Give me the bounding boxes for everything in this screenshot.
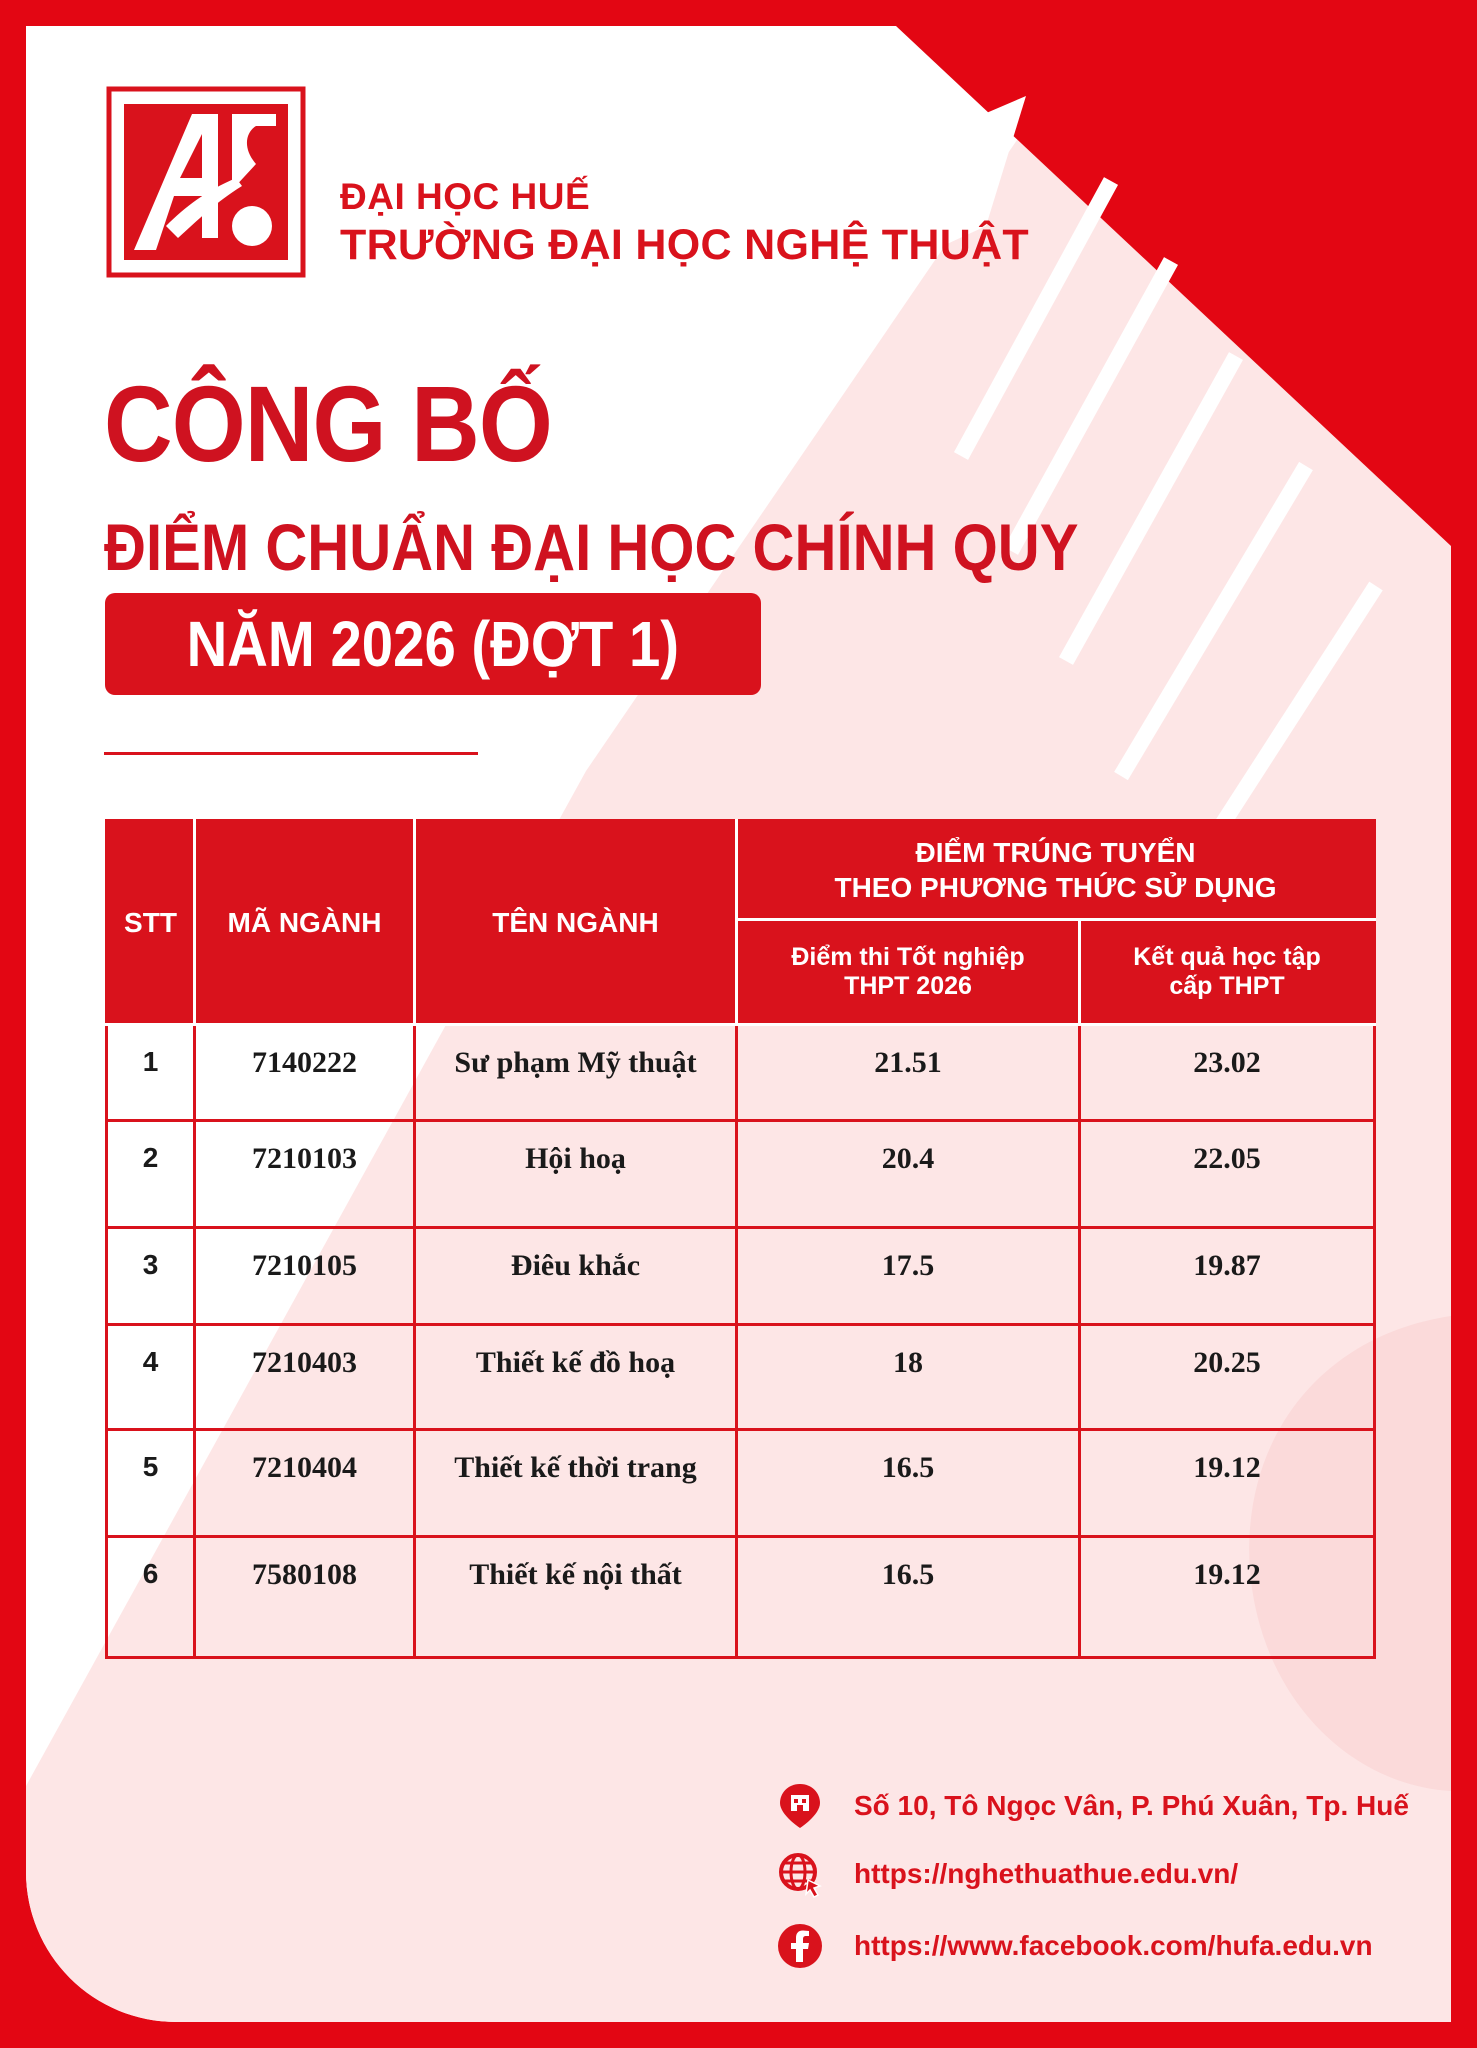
cell-name: Điêu khắc xyxy=(415,1228,737,1325)
table-row xyxy=(107,1025,1375,1121)
table-row xyxy=(107,1228,1375,1325)
cell-code: 7210103 xyxy=(195,1121,415,1228)
table-row xyxy=(107,1121,1375,1228)
contact-facebook[interactable] xyxy=(776,1922,1373,1970)
header-method-record-line1: Kết quả học tập xyxy=(1133,943,1321,971)
cell-score-record: 20.25 xyxy=(1080,1325,1375,1430)
cell-score-exam: 18 xyxy=(737,1325,1080,1430)
cell-name: Hội hoạ xyxy=(415,1121,737,1228)
cell-stt: 4 xyxy=(107,1325,195,1430)
cell-code: 7140222 xyxy=(195,1025,415,1121)
facebook-icon xyxy=(776,1922,824,1970)
cell-name: Sư phạm Mỹ thuật xyxy=(415,1025,737,1121)
page-title: CÔNG BỐ xyxy=(104,363,552,484)
globe-icon xyxy=(776,1850,824,1898)
address-text: Số 10, Tô Ngọc Vân, P. Phú Xuân, Tp. Huế xyxy=(854,1790,1409,1821)
header-score-group-line2: THEO PHƯƠNG THỨC SỬ DỤNG xyxy=(834,872,1277,903)
cell-name: Thiết kế đồ hoạ xyxy=(415,1325,737,1430)
header-name: TÊN NGÀNH xyxy=(415,821,737,1025)
cell-score-exam: 16.5 xyxy=(737,1537,1080,1658)
cell-score-exam: 21.51 xyxy=(737,1025,1080,1121)
cell-score-record: 19.87 xyxy=(1080,1228,1375,1325)
year-banner xyxy=(105,593,761,695)
header-stt: STT xyxy=(107,821,195,1025)
header-method-exam-line2: THPT 2026 xyxy=(844,972,972,1000)
university-name: ĐẠI HỌC HUẾ xyxy=(340,176,591,217)
cell-score-record: 19.12 xyxy=(1080,1537,1375,1658)
cell-score-record: 22.05 xyxy=(1080,1121,1375,1228)
cell-score-exam: 16.5 xyxy=(737,1430,1080,1537)
cell-code: 7210403 xyxy=(195,1325,415,1430)
cell-name: Thiết kế nội thất xyxy=(415,1537,737,1658)
score-table xyxy=(105,819,1376,1659)
page-subtitle: ĐIỂM CHUẨN ĐẠI HỌC CHÍNH QUY xyxy=(104,510,1079,584)
facebook-link[interactable]: https://www.facebook.com/hufa.edu.vn xyxy=(854,1930,1373,1961)
header-code: MÃ NGÀNH xyxy=(195,821,415,1025)
cell-stt: 2 xyxy=(107,1121,195,1228)
header-method-record-line2: cấp THPT xyxy=(1169,972,1285,1000)
cell-code: 7210404 xyxy=(195,1430,415,1537)
cell-score-exam: 17.5 xyxy=(737,1228,1080,1325)
cell-stt: 6 xyxy=(107,1537,195,1658)
divider xyxy=(104,752,478,755)
contact-address xyxy=(776,1782,1409,1830)
school-name: TRƯỜNG ĐẠI HỌC NGHỆ THUẬT xyxy=(340,221,1029,269)
header-method-record xyxy=(1080,920,1375,1025)
header-score-group xyxy=(737,821,1375,920)
website-link[interactable]: https://nghethuathue.edu.vn/ xyxy=(854,1858,1239,1889)
cell-code: 7580108 xyxy=(195,1537,415,1658)
school-logo xyxy=(106,86,306,278)
cell-stt: 1 xyxy=(107,1025,195,1121)
cell-score-record: 23.02 xyxy=(1080,1025,1375,1121)
header-method-exam xyxy=(737,920,1080,1025)
cell-stt: 3 xyxy=(107,1228,195,1325)
cell-score-exam: 20.4 xyxy=(737,1121,1080,1228)
poster-sheet xyxy=(26,26,1451,2022)
contact-website[interactable] xyxy=(776,1850,1238,1898)
table-row xyxy=(107,1325,1375,1430)
header-score-group-line1: ĐIỂM TRÚNG TUYỂN xyxy=(915,837,1196,868)
table-row xyxy=(107,1537,1375,1658)
table-row xyxy=(107,1430,1375,1537)
cell-stt: 5 xyxy=(107,1430,195,1537)
year-label: NĂM 2026 (ĐỢT 1) xyxy=(186,608,680,680)
cell-score-record: 19.12 xyxy=(1080,1430,1375,1537)
cell-code: 7210105 xyxy=(195,1228,415,1325)
header-method-exam-line1: Điểm thi Tốt nghiệp xyxy=(791,943,1025,971)
cell-name: Thiết kế thời trang xyxy=(415,1430,737,1537)
location-pin-icon xyxy=(776,1782,824,1830)
